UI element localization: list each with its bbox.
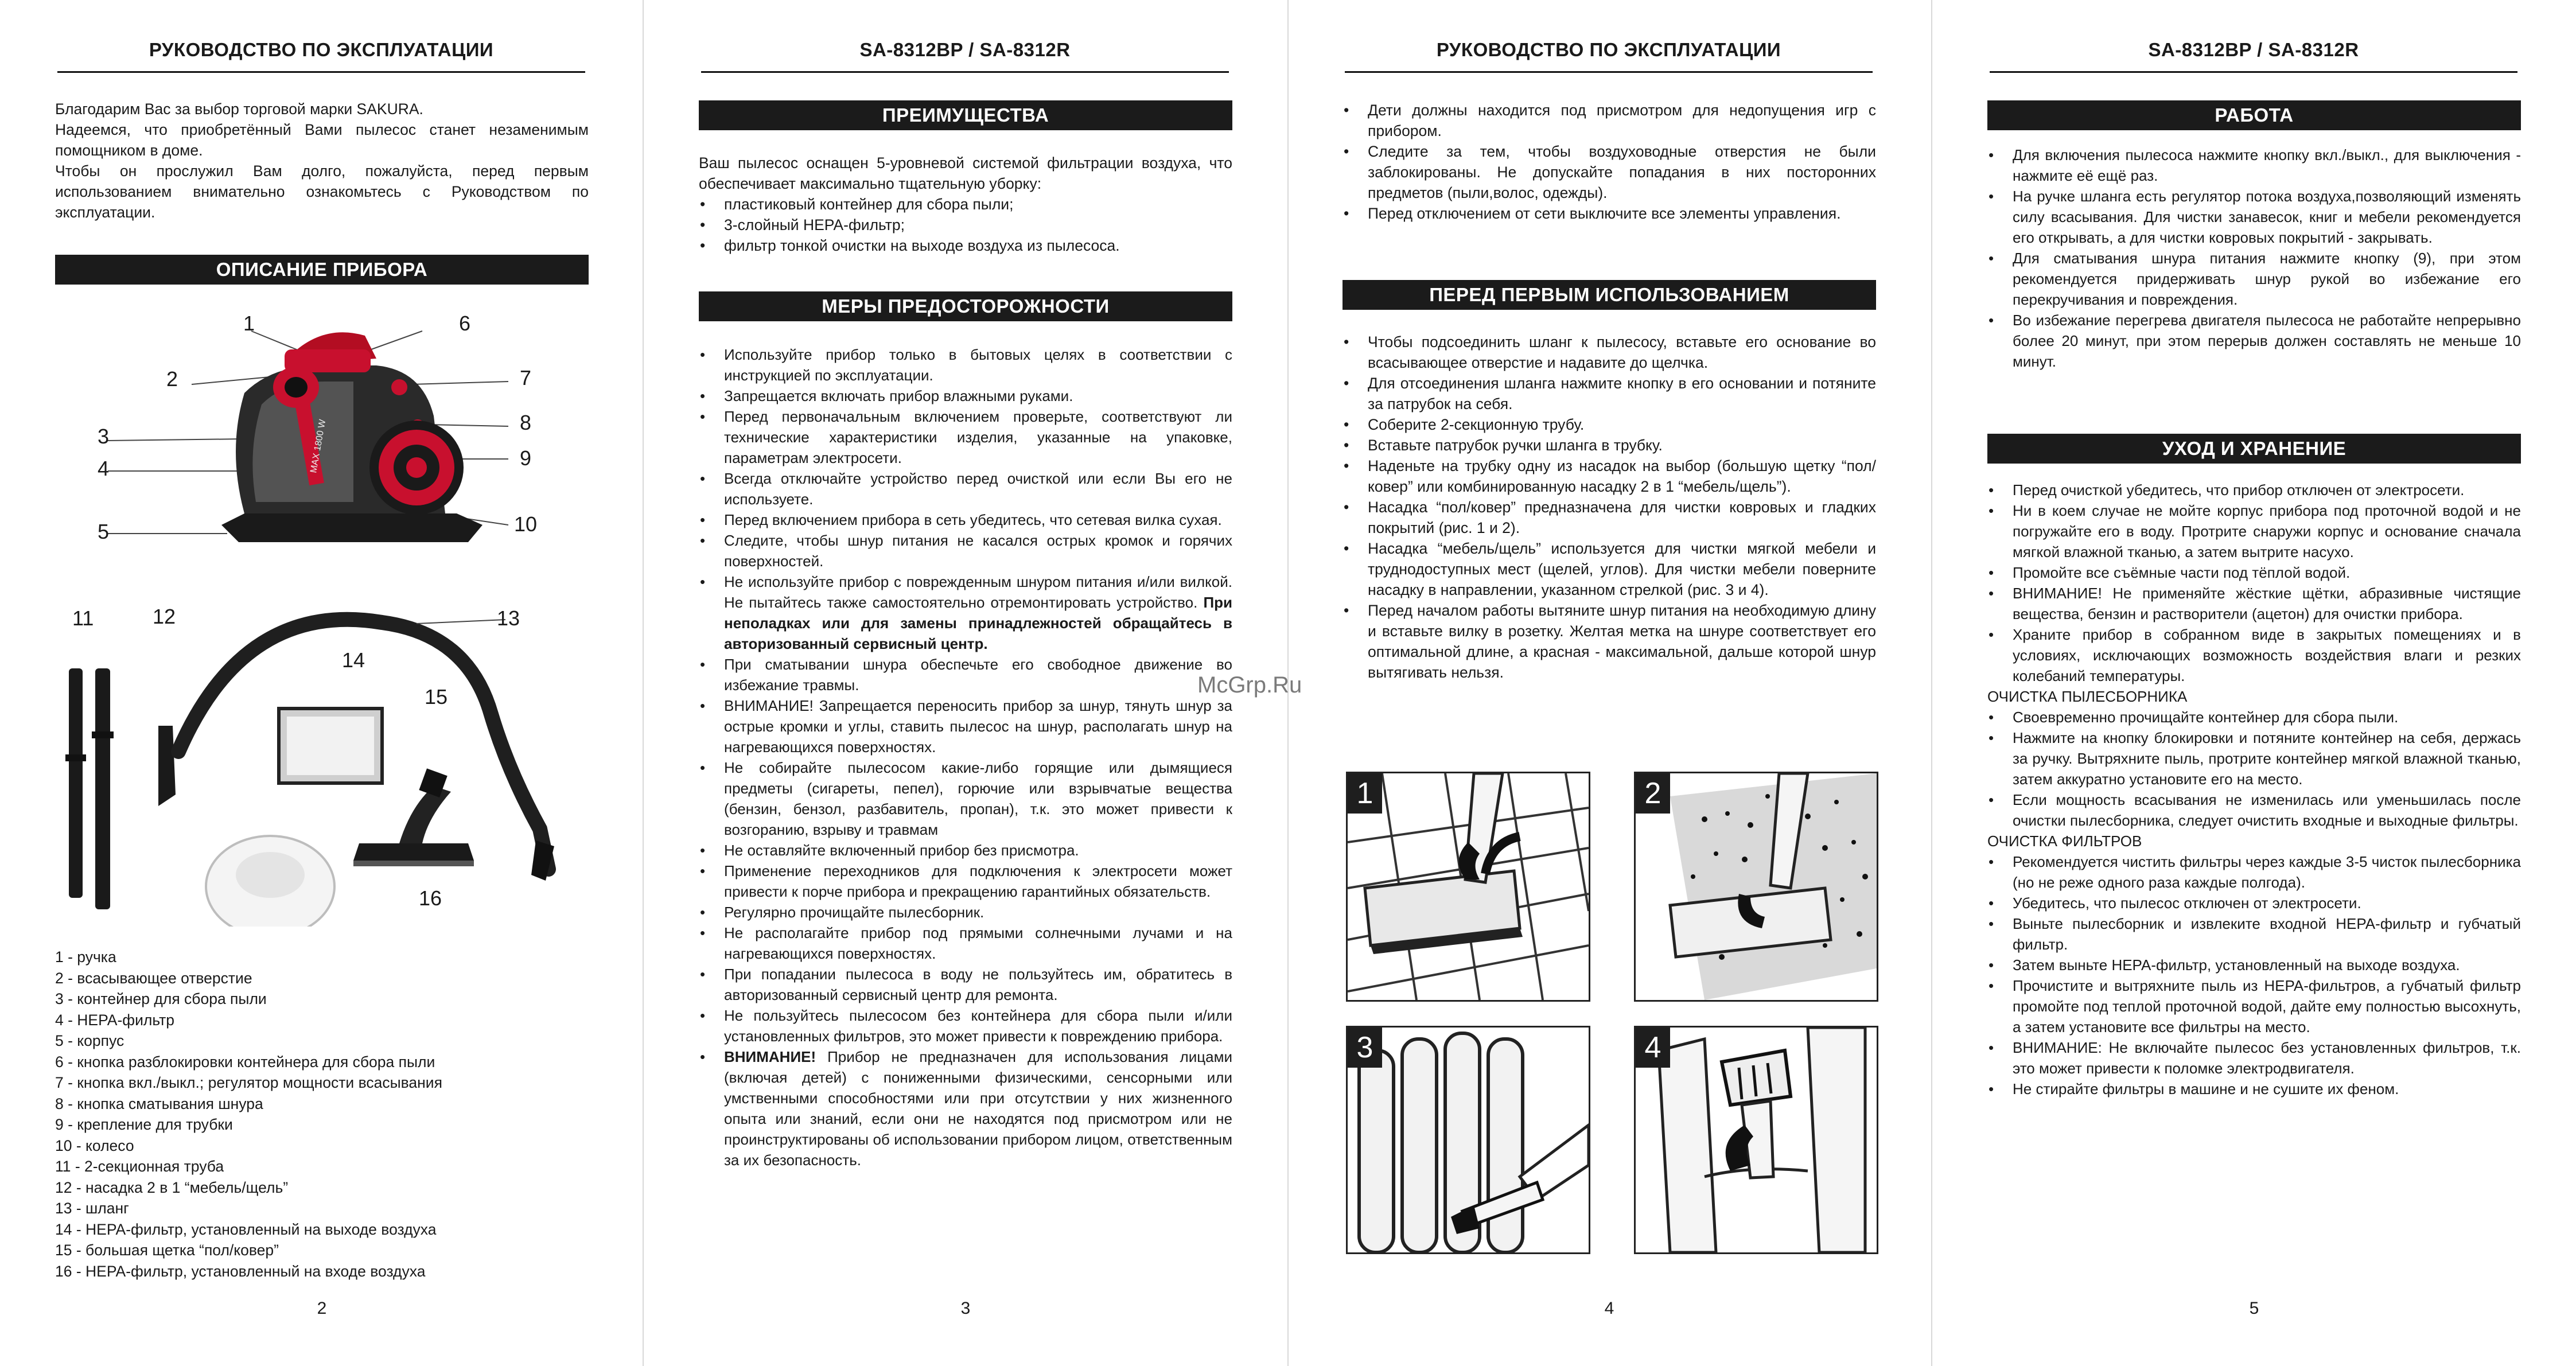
header-rule xyxy=(1345,71,1873,73)
list-item: • 3-слойный HEPA-фильтр; xyxy=(699,215,1232,235)
list-item: • Для включения пылесоса нажмите кнопку вкл./выкл., для выключения - нажмите её ещё раз. xyxy=(1987,145,2521,186)
intro-line: Благодарим Вас за выбор торговой марки SAKURA. xyxy=(55,100,423,118)
intro-text xyxy=(55,99,589,223)
parts-legend xyxy=(55,947,589,1282)
figure-2 xyxy=(1634,772,1878,1002)
subsection-title: ОЧИСТКА ПЫЛЕСБОРНИКА xyxy=(1987,688,2188,705)
figure-number: 1 xyxy=(1348,773,1382,814)
legend-item: 13 - шланг xyxy=(55,1200,129,1217)
legend-item: 3 - контейнер для сбора пыли xyxy=(55,990,267,1007)
legend-item: 4 - HEPA-фильтр xyxy=(55,1011,174,1029)
section-title-advantages: ПРЕИМУЩЕСТВА xyxy=(699,100,1232,130)
list-item: • ВНИМАНИЕ! Запрещается переносить прибор за шнур, тянуть шнур за острые кромки и углы, ставить пылесос на шнур, располагать шнур на нагревающихся поверхностях. xyxy=(699,695,1232,757)
page-number: 4 xyxy=(1604,1299,1614,1318)
operation-text xyxy=(1987,145,2521,372)
callout-9: 9 xyxy=(520,446,532,470)
legend-item: 9 - крепление для трубки xyxy=(55,1116,233,1133)
page-header: SA-8312BP / SA-8312R xyxy=(2148,39,2359,60)
callout-13: 13 xyxy=(497,606,520,630)
list-item: • Храните прибор в собранном виде в закрытых помещениях и в условиях, исключающих возможность воздействия влаги и резких колебаний температуры. xyxy=(1987,624,2521,686)
list-item: • Прочистите и вытряхните пыль из HEPA-фильтров, а губчатый фильтр промойте под теплой проточной водой, дайте ему полностью высохнуть, а затем установите все фильтры на место. xyxy=(1987,975,2521,1037)
list-item: • Соберите 2-секционную трубу. xyxy=(1343,414,1876,435)
advantages-intro: Ваш пылесос оснащен 5-уровневой системой фильтрации воздуха, что обеспечивает максимально тщательную уборку: xyxy=(699,154,1232,192)
callout-11: 11 xyxy=(72,606,94,630)
header-rule xyxy=(1990,71,2517,73)
list-item: • Всегда отключайте устройство перед очисткой или если Вы его не используете. xyxy=(699,468,1232,509)
list-item: • Применение переходников для подключения к электросети может привести к порче прибора и прекращению гарантийных обязательств. xyxy=(699,861,1232,902)
page-3 xyxy=(644,0,1287,1366)
watermark: McGrp.Ru xyxy=(1197,672,1302,698)
page-header: РУКОВОДСТВО ПО ЭКСПЛУАТАЦИИ xyxy=(149,39,494,60)
callout-10: 10 xyxy=(514,512,538,536)
callout-8: 8 xyxy=(520,411,532,434)
legend-item: 10 - колесо xyxy=(55,1137,134,1154)
section-title-first-use: ПЕРЕД ПЕРВЫМ ИСПОЛЬЗОВАНИЕМ xyxy=(1343,280,1876,310)
callout-2: 2 xyxy=(166,367,178,391)
list-item: • пластиковый контейнер для сбора пыли; xyxy=(699,194,1232,215)
callout-14: 14 xyxy=(342,648,365,672)
callout-6: 6 xyxy=(459,312,471,335)
page-header: РУКОВОДСТВО ПО ЭКСПЛУАТАЦИИ xyxy=(1436,39,1781,60)
intro-line: Надеемся, что приобретённый Вами пылесос станет незаменимым помощником в доме. xyxy=(55,121,589,159)
list-item: • ВНИМАНИЕ! Не применяйте жёсткие щётки, абразивные чистящие вещества, бензин и растворители (ацетон) для очистки прибора. xyxy=(1987,583,2521,624)
list-item-text: Не используйте прибор с поврежденным шнуром питания и/или вилкой. Не пытайтесь также самостоятельно отремонтировать устройство. xyxy=(724,573,1232,611)
callout-5: 5 xyxy=(98,520,110,543)
bold-notice: При неполадках или для замены принадлежностей обращайтесь в авторизованный сервисный центр. xyxy=(724,594,1232,652)
list-item: • Следите за тем, чтобы воздуховодные отверстия не были заблокированы. Не допускайте попадания в них посторонних предметов (пыли,волос, одежды). xyxy=(1343,141,1876,203)
list-item: • На ручке шланга есть регулятор потока воздуха,позволяющий изменять силу всасывания. Для чистки занавесок, книг и мебели рекомендуется его открывать, а для чистки ковровых покрытий - закрывать. xyxy=(1987,186,2521,248)
list-item: • Насадка “мебель/щель” используется для чистки мягкой мебели и труднодоступных мест (щелей, углов). Для чистки мебели поверните насадку в направлении, указанном стрелкой (рис. 3 и 4). xyxy=(1343,538,1876,600)
page-4 xyxy=(1287,0,1931,1366)
bold-warning: ВНИМАНИЕ! xyxy=(724,1048,816,1065)
header-rule xyxy=(57,71,585,73)
list-item: • Рекомендуется чистить фильтры через каждые 3-5 чисток пылесборника (но не реже одного раза каждые полгода). xyxy=(1987,851,2521,893)
list-item: • Регулярно прочищайте пылесборник. xyxy=(699,902,1232,923)
list-item: • Наденьте на трубку одну из насадок на выбор (большую щетку “пол/ковер” или комбинированную насадку 2 в 1 “мебель/щель”). xyxy=(1343,456,1876,497)
list-item: • При сматывании шнура обеспечьте его свободное движение во избежание травмы. xyxy=(699,654,1232,695)
figure-1 xyxy=(1346,772,1590,1002)
list-item: • При попадании пылесоса в воду не пользуйтесь им, обратитесь в авторизованный сервисный центр для ремонта. xyxy=(699,964,1232,1005)
list-item: • Для отсоединения шланга нажмите кнопку в его основании и потяните за патрубок на себя. xyxy=(1343,373,1876,414)
page-header: SA-8312BP / SA-8312R xyxy=(859,39,1071,60)
list-item: • фильтр тонкой очистки на выходе воздуха из пылесоса. xyxy=(699,235,1232,256)
vacuum-body xyxy=(221,332,482,542)
page-number: 3 xyxy=(960,1299,971,1318)
list-item: • Вставьте патрубок ручки шланга в трубку. xyxy=(1343,435,1876,456)
list-item: • Промойте все съёмные части под тёплой водой. xyxy=(1987,562,2521,583)
legend-item: 1 - ручка xyxy=(55,948,116,966)
list-item: • Запрещается включать прибор влажными руками. xyxy=(699,386,1232,406)
list-item: • Не оставляйте включенный прибор без присмотра. xyxy=(699,840,1232,861)
list-item xyxy=(699,1046,1232,1170)
list-item: • Ни в коем случае не мойте корпус прибора под проточной водой и не погружайте его в воду. Протрите снаружи корпус и основание сначала мягкой влажной тканью, а затем вытрите насухо. xyxy=(1987,500,2521,562)
page-5 xyxy=(1932,0,2576,1366)
tube-sections xyxy=(65,668,114,909)
callout-15: 15 xyxy=(425,685,448,709)
safety-text xyxy=(699,344,1232,1170)
list-item: • ВНИМАНИЕ: Не включайте пылесос без установленных фильтров, т.к. это может привести к поломке электродвигателя. xyxy=(1987,1037,2521,1079)
list-item: • Во избежание перегрева двигателя пылесоса не работайте непрерывно более 20 минут, при этом перерыв должен составлять не меньше 10 минут. xyxy=(1987,310,2521,372)
legend-item: 12 - насадка 2 в 1 “мебель/щель” xyxy=(55,1178,289,1196)
list-item: • Не собирайте пылесосом какие-либо горящие или дымящиеся предметы (сигареты, пепел), горючие или взрывчатые вещества (бензин, бензол, разбавитель, пропан), т.к. это может привести к возгоранию, взрыву и травмам xyxy=(699,757,1232,840)
list-item: • Насадка “пол/ковер” предназначена для чистки ковровых и гладких покрытий (рис. 1 и 2). xyxy=(1343,497,1876,538)
list-item: • Выньте пылесборник и извлеките входной HEPA-фильтр и губчатый фильтр. xyxy=(1987,913,2521,955)
legend-item: 7 - кнопка вкл./выкл.; регулятор мощности всасывания xyxy=(55,1074,442,1091)
subsection-title: ОЧИСТКА ФИЛЬТРОВ xyxy=(1987,832,2142,850)
list-item: • Перед включением прибора в сеть убедитесь, что сетевая вилка сухая. xyxy=(699,509,1232,530)
legend-item: 16 - HEPA-фильтр, установленный на входе воздуха xyxy=(55,1262,426,1280)
callout-3: 3 xyxy=(98,425,110,448)
callout-7: 7 xyxy=(520,366,532,390)
legend-item: 2 - всасывающее отверстие xyxy=(55,969,252,987)
legend-item: 14 - HEPA-фильтр, установленный на выходе воздуха xyxy=(55,1220,437,1238)
figure-number: 2 xyxy=(1636,773,1670,814)
list-item: • Чтобы подсоединить шланг к пылесосу, вставьте его основание во всасывающее отверстие и надавите до щелчка. xyxy=(1343,332,1876,373)
page-2 xyxy=(0,0,644,1366)
callout-16: 16 xyxy=(419,886,442,910)
figure-3 xyxy=(1346,1026,1590,1254)
first-use-text xyxy=(1343,332,1876,683)
list-item: • Своевременно прочищайте контейнер для сбора пыли. xyxy=(1987,707,2521,727)
list-item: • Перед очисткой убедитесь, что прибор отключен от электросети. xyxy=(1987,480,2521,500)
figure-number: 3 xyxy=(1348,1028,1382,1068)
crevice-nozzle xyxy=(158,726,176,806)
list-item: • Затем выньте HEPA-фильтр, установленный на выходе воздуха. xyxy=(1987,955,2521,975)
advantages-text xyxy=(699,153,1232,256)
callout-4: 4 xyxy=(98,457,110,480)
list-item: • Не пользуйтесь пылесосом без контейнера для сбора пыли и/или установленных фильтров, это может привести к повреждению прибора. xyxy=(699,1005,1232,1046)
section-title-safety: МЕРЫ ПРЕДОСТОРОЖНОСТИ xyxy=(699,291,1232,321)
page-number: 5 xyxy=(2249,1299,2259,1318)
legend-item: 15 - большая щетка “пол/ковер” xyxy=(55,1242,279,1259)
list-item: • Не стирайте фильтры в машине и не сушите их феном. xyxy=(1987,1079,2521,1099)
list-item: • Перед началом работы вытяните шнур питания на необходимую длину и вставьте вилку в розетку. Желтая метка на шнуре соответствует его оптимальной длине, а красная - максимальной, дальше которой шнур вытягивать нельзя. xyxy=(1343,600,1876,683)
intro-line: Чтобы он прослужил Вам долго, пожалуйста, перед первым использованием внимательно ознакомьтесь с Руководством по эксплуатации. xyxy=(55,162,589,221)
list-item: • Используйте прибор только в бытовых целях в соответствии с инструкцией по эксплуатации. xyxy=(699,344,1232,386)
list-item: • Не располагайте прибор под прямыми солнечными лучами и на нагревающихся поверхностях. xyxy=(699,923,1232,964)
page-number: 2 xyxy=(317,1299,327,1318)
figure-number: 4 xyxy=(1636,1028,1670,1068)
list-item xyxy=(699,571,1232,654)
legend-item: 8 - кнопка сматывания шнура xyxy=(55,1095,263,1112)
list-item: • Перед первоначальным включением проверьте, соответствуют ли технические характеристики изделия, указанные на упаковке, параметрам электросети. xyxy=(699,406,1232,468)
list-item: • Если мощность всасывания не изменилась или уменьшилась после очистки пылесборника, следует очистить входные и выходные фильтры. xyxy=(1987,789,2521,831)
header-rule xyxy=(701,71,1229,73)
figure-4 xyxy=(1634,1026,1878,1254)
list-item: • Перед отключением от сети выключите все элементы управления. xyxy=(1343,203,1876,224)
list-item: • Дети должны находится под присмотром для недопущения игр с прибором. xyxy=(1343,100,1876,141)
callout-1: 1 xyxy=(243,312,255,335)
legend-item: 6 - кнопка разблокировки контейнера для сбора пыли xyxy=(55,1053,435,1071)
list-item: • Для сматывания шнура питания нажмите кнопку (9), при этом рекомендуется придерживать шнур рукой во избежание его перекручивания и повреждения. xyxy=(1987,248,2521,310)
section-title-description: ОПИСАНИЕ ПРИБОРА xyxy=(55,255,589,285)
section-title-operation: РАБОТА xyxy=(1987,100,2521,130)
device-text: MAX 1800 W xyxy=(309,418,328,474)
safety-continued xyxy=(1343,100,1876,224)
legend-item: 11 - 2-секционная труба xyxy=(55,1158,224,1175)
list-item: • Следите, чтобы шнур питания не касался острых кромок и горячих поверхностей. xyxy=(699,530,1232,571)
section-title-care: УХОД И ХРАНЕНИЕ xyxy=(1987,434,2521,464)
list-item: • Нажмите на кнопку блокировки и потяните контейнер на себя, держась за ручку. Вытряхните пыль, протрите контейнер мягкой влажной тканью, затем аккуратно установите его на место. xyxy=(1987,727,2521,789)
callout-12: 12 xyxy=(153,605,176,628)
list-item-text: Прибор не предназначен для использования лицами (включая детей) с пониженными физическими, сенсорными или умственными способностями или при отсутствии у них жизненного опыта или знаний, если они не находятся под присмотром или не проинструктированы об использовании прибором лицом, ответственным за их безопасность. xyxy=(724,1048,1232,1169)
legend-item: 5 - корпус xyxy=(55,1032,124,1049)
hepa-filter-inlet xyxy=(206,836,334,927)
care-text xyxy=(1987,480,2521,1099)
list-item: • Убедитесь, что пылесос отключен от электросети. xyxy=(1987,893,2521,913)
hepa-filter-outlet xyxy=(279,709,382,783)
